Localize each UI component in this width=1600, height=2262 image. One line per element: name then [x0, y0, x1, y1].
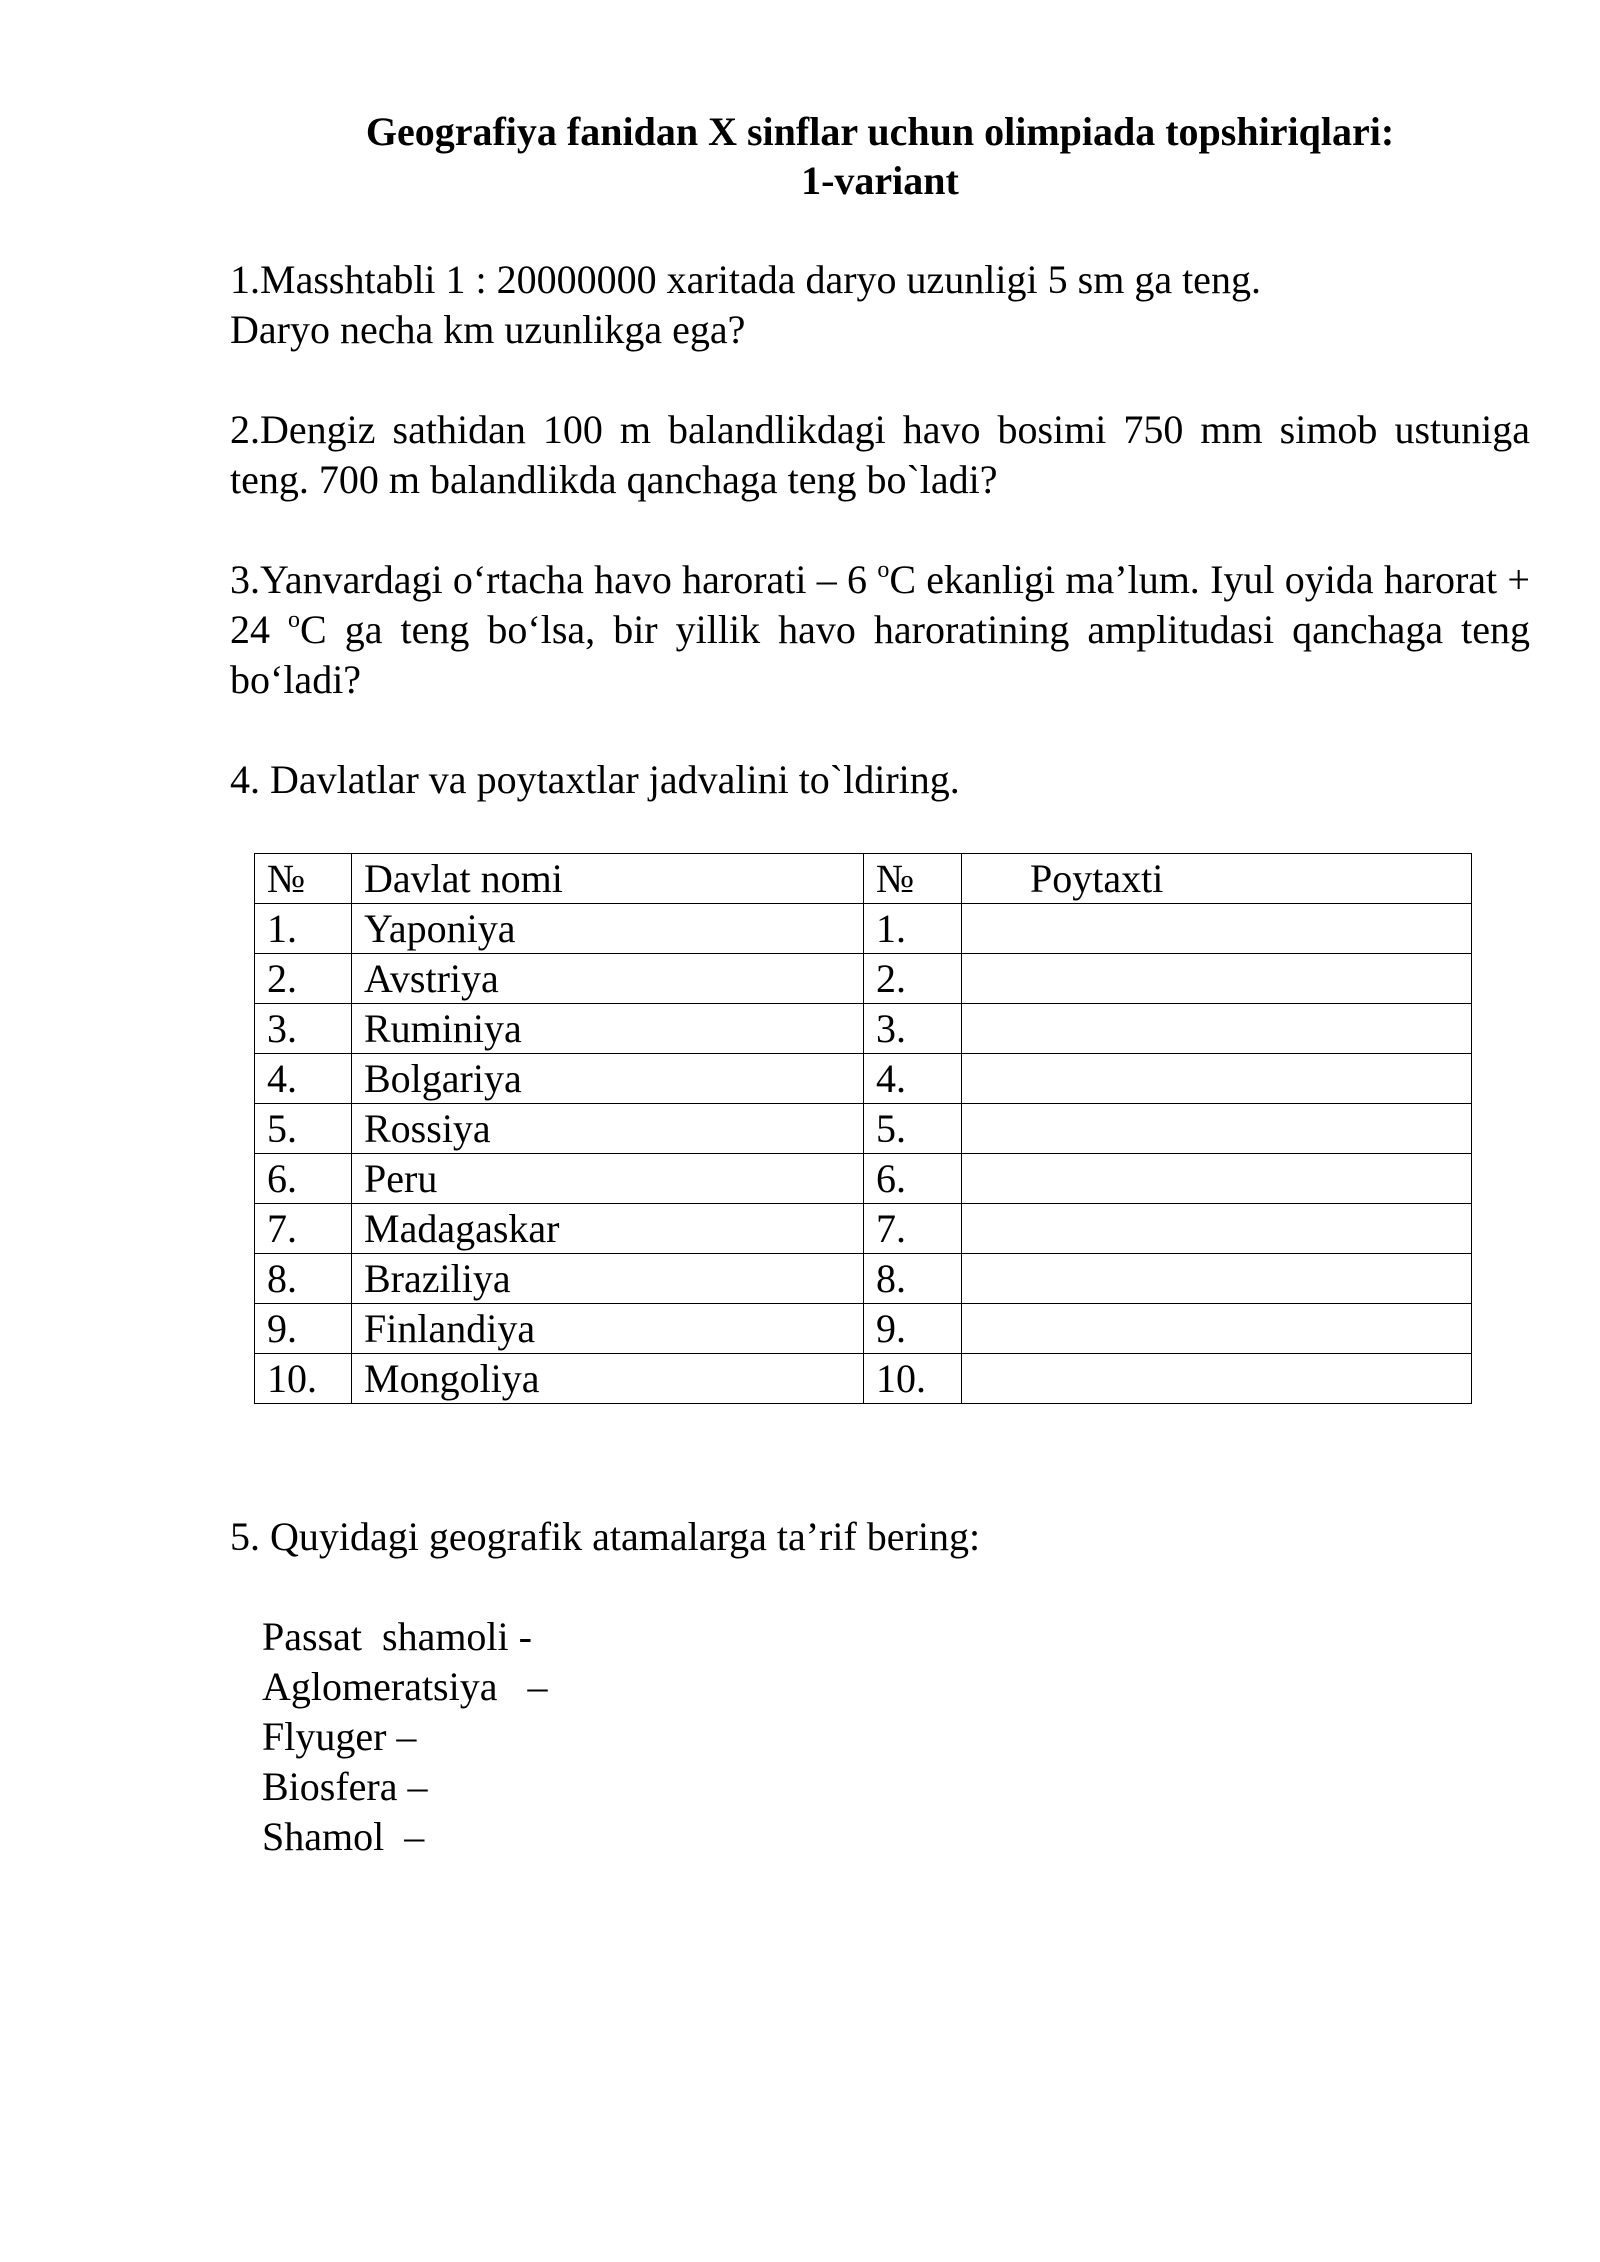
header-capital: Poytaxti [962, 854, 1472, 904]
capital-cell[interactable] [962, 1354, 1472, 1404]
question-3-part-3: C ga teng bo‘lsa, bir yillik havo haroratining amplitudasi qanchaga teng bo‘ladi? [230, 607, 1530, 702]
table-row [255, 1354, 1472, 1404]
country-name: Rossiya [352, 1104, 864, 1154]
question-1-line-2: Daryo necha km uzunlikga ega? [230, 307, 746, 352]
question-3-part-1: 3.Yanvardagi o‘rtacha havo harorati – 6 [230, 557, 878, 602]
country-name: Ruminiya [352, 1004, 864, 1054]
question-3 [230, 555, 1530, 705]
capital-cell[interactable] [962, 904, 1472, 954]
capital-cell[interactable] [962, 1154, 1472, 1204]
table-row [255, 1004, 1472, 1054]
row-number: 3. [255, 1004, 352, 1054]
row-number-2: 4. [864, 1054, 962, 1104]
country-name: Braziliya [352, 1254, 864, 1304]
country-name: Yaponiya [352, 904, 864, 954]
table-row [255, 1154, 1472, 1204]
capital-cell[interactable] [962, 1304, 1472, 1354]
row-number-2: 3. [864, 1004, 962, 1054]
country-name: Peru [352, 1154, 864, 1204]
country-name: Finlandiya [352, 1304, 864, 1354]
question-1 [230, 255, 1530, 355]
table-header-row [255, 854, 1472, 904]
row-number-2: 6. [864, 1154, 962, 1204]
capital-cell[interactable] [962, 1104, 1472, 1154]
table-row [255, 954, 1472, 1004]
row-number: 9. [255, 1304, 352, 1354]
term-item: Flyuger – [262, 1714, 417, 1759]
row-number: 7. [255, 1204, 352, 1254]
capital-cell[interactable] [962, 1054, 1472, 1104]
term-item: Aglomeratsiya – [262, 1664, 548, 1709]
country-name: Avstriya [352, 954, 864, 1004]
row-number: 5. [255, 1104, 352, 1154]
row-number: 1. [255, 904, 352, 954]
question-1-line-1: 1.Masshtabli 1 : 20000000 xaritada daryo uzunligi 5 sm ga teng. [230, 257, 1261, 302]
row-number-2: 9. [864, 1304, 962, 1354]
question-4: 4. Davlatlar va poytaxtlar jadvalini to`ldiring. [230, 757, 960, 802]
row-number: 4. [255, 1054, 352, 1104]
table-row [255, 1204, 1472, 1254]
header-country-name: Davlat nomi [352, 854, 864, 904]
row-number-2: 10. [864, 1354, 962, 1404]
variant-title: 1-variant [801, 158, 959, 203]
capital-cell[interactable] [962, 1004, 1472, 1054]
row-number-2: 1. [864, 904, 962, 954]
capital-cell[interactable] [962, 954, 1472, 1004]
terms-list [262, 1612, 548, 1862]
row-number: 6. [255, 1154, 352, 1204]
table-row [255, 1054, 1472, 1104]
term-item: Biosfera – [262, 1764, 428, 1809]
country-name: Bolgariya [352, 1054, 864, 1104]
row-number: 8. [255, 1254, 352, 1304]
question-2: 2.Dengiz sathidan 100 m balandlikdagi havo bosimi 750 mm simob ustuniga teng. 700 m balandlikda qanchaga teng bo`ladi? [230, 407, 1530, 502]
page-title: Geografiya fanidan X sinflar uchun olimpiada topshiriqlari: [365, 109, 1395, 154]
table-row [255, 904, 1472, 954]
term-item: Passat shamoli - [262, 1614, 532, 1659]
term-item: Shamol – [262, 1814, 425, 1859]
row-number: 10. [255, 1354, 352, 1404]
question-5: 5. Quyidagi geografik atamalarga ta’rif bering: [230, 1514, 981, 1559]
header-number-2: № [864, 854, 962, 904]
row-number-2: 2. [864, 954, 962, 1004]
countries-capitals-table [254, 853, 1472, 1404]
table-row [255, 1104, 1472, 1154]
row-number-2: 5. [864, 1104, 962, 1154]
degree-sign: o [877, 557, 890, 583]
capital-cell[interactable] [962, 1254, 1472, 1304]
country-name: Madagaskar [352, 1204, 864, 1254]
question-3-part-2: C ekanligi ma’lum. Iyul oyida harorat + 24 [230, 557, 1530, 652]
row-number-2: 7. [864, 1204, 962, 1254]
row-number: 2. [255, 954, 352, 1004]
header-number: № [255, 854, 352, 904]
table-row [255, 1304, 1472, 1354]
table-row [255, 1254, 1472, 1304]
country-name: Mongoliya [352, 1354, 864, 1404]
degree-sign: o [288, 607, 301, 633]
capital-cell[interactable] [962, 1204, 1472, 1254]
row-number-2: 8. [864, 1254, 962, 1304]
